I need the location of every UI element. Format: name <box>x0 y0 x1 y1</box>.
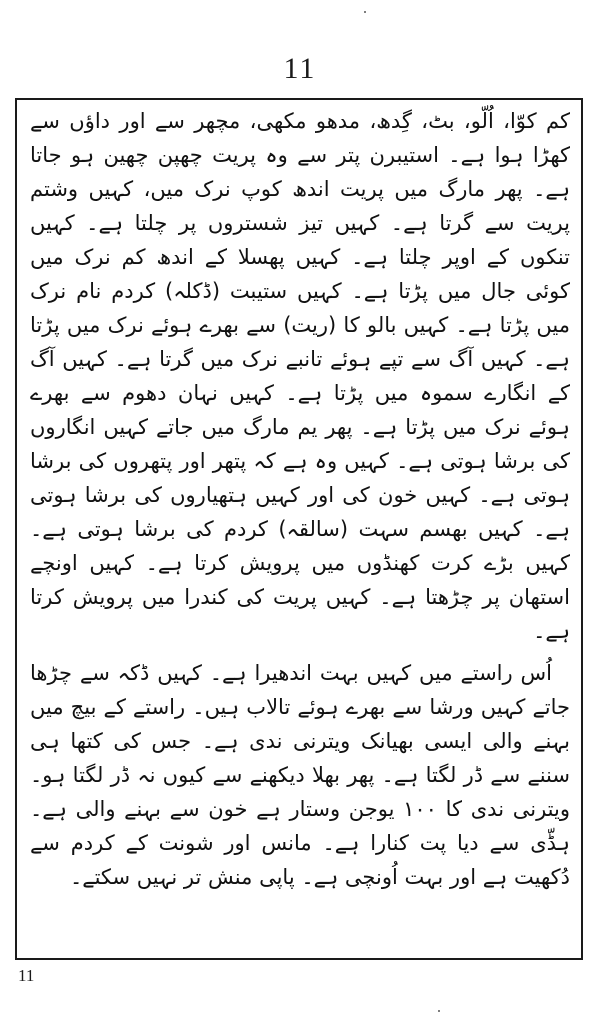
urdu-text-body <box>30 104 570 894</box>
page-number-bottom-left: 11 <box>18 966 35 985</box>
scan-speck <box>364 11 366 13</box>
paragraph-1: کم کوّا، اُلّو، بٹ، گِدھ، مدھو مکھی، مچھر سے اور داؤں سے کھڑا ہوا ہے۔ استیبرن پتر سے وہ پریت چھپن چھین ہو جاتا ہے۔ پھر مارگ میں پریت اندھ کوپ نرک میں، کہیں وشتم پریت سے گرتا ہے۔ کہیں تیز شستروں پر چلتا ہے۔ کہیں تنکوں کے اوپر چلتا ہے۔ کہیں پھسلا کے اندھ کم نرک میں کوئی جال میں پڑتا ہے۔ کہیں ستیبت (ڈکلہ) کردم نام نرک میں پڑتا ہے۔ کہیں بالو کا (ریت) سے بھرے ہوئے نرک میں پڑتا ہے۔ کہیں آگ سے تپے ہوئے تانبے نرک میں گرتا ہے۔ کہیں آگ کے انگارے سموہ میں پڑتا ہے۔ کہیں نہان دھوم سے بھرے ہوئے نرک میں پڑتا ہے۔ پھر یم مارگ میں جاتے کہیں انگاروں کی برشا ہوتی ہے۔ کہیں وہ ہے کہ پتھر اور پتھروں کی برشا ہوتی ہے۔ کہیں خون کی اور کہیں ہتھیاروں کی برشا ہوتی ہے۔ کہیں بھسم سہت (سالقہ) کردم کی برشا ہوتی ہے۔ کہیں بڑے کرت کھنڈوں میں پرویش کرتا ہے۔ کہیں اونچے استھان پر چڑھتا ہے۔ کہیں پریت کی کندرا میں پرویش کرتا ہے۔ <box>30 109 570 644</box>
paragraph-2: اُس راستے میں کہیں بہت اندھیرا ہے۔ کہیں ڈکہ سے چڑھا جاتے کہیں ورشا سے بھرے ہوئے تالاب ہیں۔ راستے کے بیچ میں بہنے والی ایسی بھیانک ویترنی ندی ہے۔ جس کی کتھا ہی سننے سے ڈر لگتا ہے۔ پھر بھلا دیکھنے سے کیوں نہ ڈر لگتا ہو۔ ویترنی ندی کا ۱۰۰ یوجن وستار ہے خون سے بہنے والی ہے۔ ہڈّی سے دیا پت کنارا ہے۔ مانس اور شونت کے کردم سے دُکھیت ہے اور بہت اُونچی ہے۔ پاپی منش تر نہیں سکتے۔ <box>30 661 570 890</box>
page-number-top: 11 <box>283 52 317 85</box>
scan-speck <box>438 1010 440 1012</box>
